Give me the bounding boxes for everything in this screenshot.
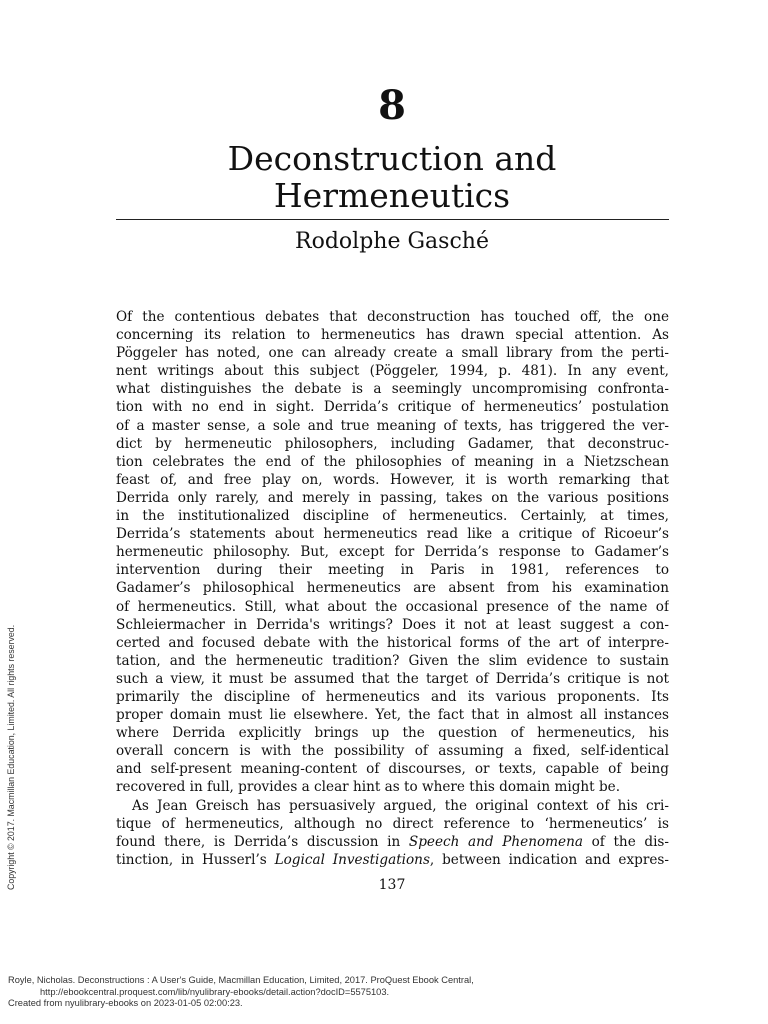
body-line: Derrida only rarely, and merely in passing, takes on the various positions xyxy=(116,489,669,506)
body-line: intervention during their meeting in Paris in 1981, references to xyxy=(116,562,669,579)
body-line: tation, and the hermeneutic tradition? Given the slim evidence to sustain xyxy=(116,652,669,669)
title-divider xyxy=(116,219,669,220)
body-line: Gadamer’s philosophical hermeneutics are absent from his examination xyxy=(116,580,669,597)
body-line: in the institutionalized discipline of hermeneutics. Certainly, at times, xyxy=(116,508,669,525)
body-line: tion celebrates the end of the philosophies of meaning in a Nietzschean xyxy=(116,453,669,470)
chapter-number: 8 xyxy=(378,82,406,129)
body-line: Of the contentious debates that deconstruction has touched off, the one xyxy=(116,309,669,325)
body-line: overall concern is with the possibility of assuming a fixed, self-identical xyxy=(116,743,669,760)
body-line: certed and focused debate with the historical forms of the art of interpre- xyxy=(116,634,669,651)
body-line: Schleiermacher in Derrida's writings? Does it not at least suggest a con- xyxy=(116,616,669,633)
body-text-span: found there, is Derrida’s discussion in xyxy=(116,833,409,850)
body-line: primarily the discipline of hermeneutics and its various proponents. Its xyxy=(116,688,669,705)
body-line: nent writings about this subject (Pöggeler, 1994, p. 481). In any event, xyxy=(116,363,669,380)
chapter-author: Rodolphe Gasché xyxy=(295,229,489,254)
body-line: feast of, and free play on, words. However, it is worth remarking that xyxy=(116,471,669,488)
paragraph-2 xyxy=(116,797,669,869)
body-line: what distinguishes the debate is a seemingly uncompromising confronta- xyxy=(116,381,669,398)
body-line: where Derrida explicitly brings up the question of hermeneutics, his xyxy=(116,725,669,742)
body-line: Pöggeler has noted, one can already create a small library from the perti- xyxy=(116,345,669,362)
body-line: concerning its relation to hermeneutics has drawn special attention. As xyxy=(116,327,669,344)
body-line xyxy=(116,833,669,851)
chapter-title xyxy=(116,140,668,214)
body-line: tique of hermeneutics, although no direct reference to ‘hermeneutics’ is xyxy=(116,815,669,832)
citation-url: http://ebookcentral.proquest.com/lib/nyulibrary-ebooks/detail.action?docID=5575103. xyxy=(40,986,390,997)
citation-line: Royle, Nicholas. Deconstructions : A User's Guide, Macmillan Education, Limited, 2017. ProQuest Ebook Central, xyxy=(8,975,474,985)
paragraph-1 xyxy=(116,308,669,797)
side-copyright-notice: Copyright © 2017. Macmillan Education, Limited. All rights reserved. xyxy=(6,624,16,890)
body-line: of hermeneutics. Still, what about the occasional presence of the name of xyxy=(116,598,669,615)
citation-footer xyxy=(8,975,763,1010)
body-line: such a view, it must be assumed that the target of Derrida’s critique is not xyxy=(116,670,669,687)
body-line: recovered in full, provides a clear hint as to where this domain might be. xyxy=(116,779,621,796)
citation-line: Created from nyulibrary-ebooks on 2023-01-05 02:00:23. xyxy=(8,998,243,1008)
body-line: As Jean Greisch has persuasively argued, the original context of his cri- xyxy=(132,797,669,814)
body-text-span: of the dis- xyxy=(582,833,669,850)
page-number: 137 xyxy=(378,877,406,893)
body-line: Derrida’s statements about hermeneutics read like a critique of Ricoeur’s xyxy=(116,526,669,543)
body-line: of a master sense, a sole and true meaning of texts, has triggered the ver- xyxy=(116,417,669,434)
body-text xyxy=(116,308,669,869)
body-line: proper domain must lie elsewhere. Yet, the fact that in almost all instances xyxy=(116,707,669,724)
body-line: tion with no end in sight. Derrida’s critique of hermeneutics’ postulation xyxy=(116,399,669,416)
body-text-span: tinction, in Husserl’s xyxy=(116,851,275,868)
chapter-title-line-1: Deconstruction and xyxy=(227,139,557,178)
book-title-logical-investigations: Logical Investigations xyxy=(274,851,430,868)
body-line: and self-present meaning-content of discourses, or texts, capable of being xyxy=(116,761,669,778)
body-line: dict by hermeneutic philosophers, including Gadamer, that deconstruc- xyxy=(116,435,669,452)
body-line: hermeneutic philosophy. But, except for Derrida’s response to Gadamer’s xyxy=(116,544,669,561)
chapter-title-line-2: Hermeneutics xyxy=(273,176,511,215)
body-line xyxy=(116,851,669,869)
body-text-span: , between indication and expres- xyxy=(429,851,669,868)
book-title-speech-and-phenomena: Speech and Phenomena xyxy=(408,833,583,850)
